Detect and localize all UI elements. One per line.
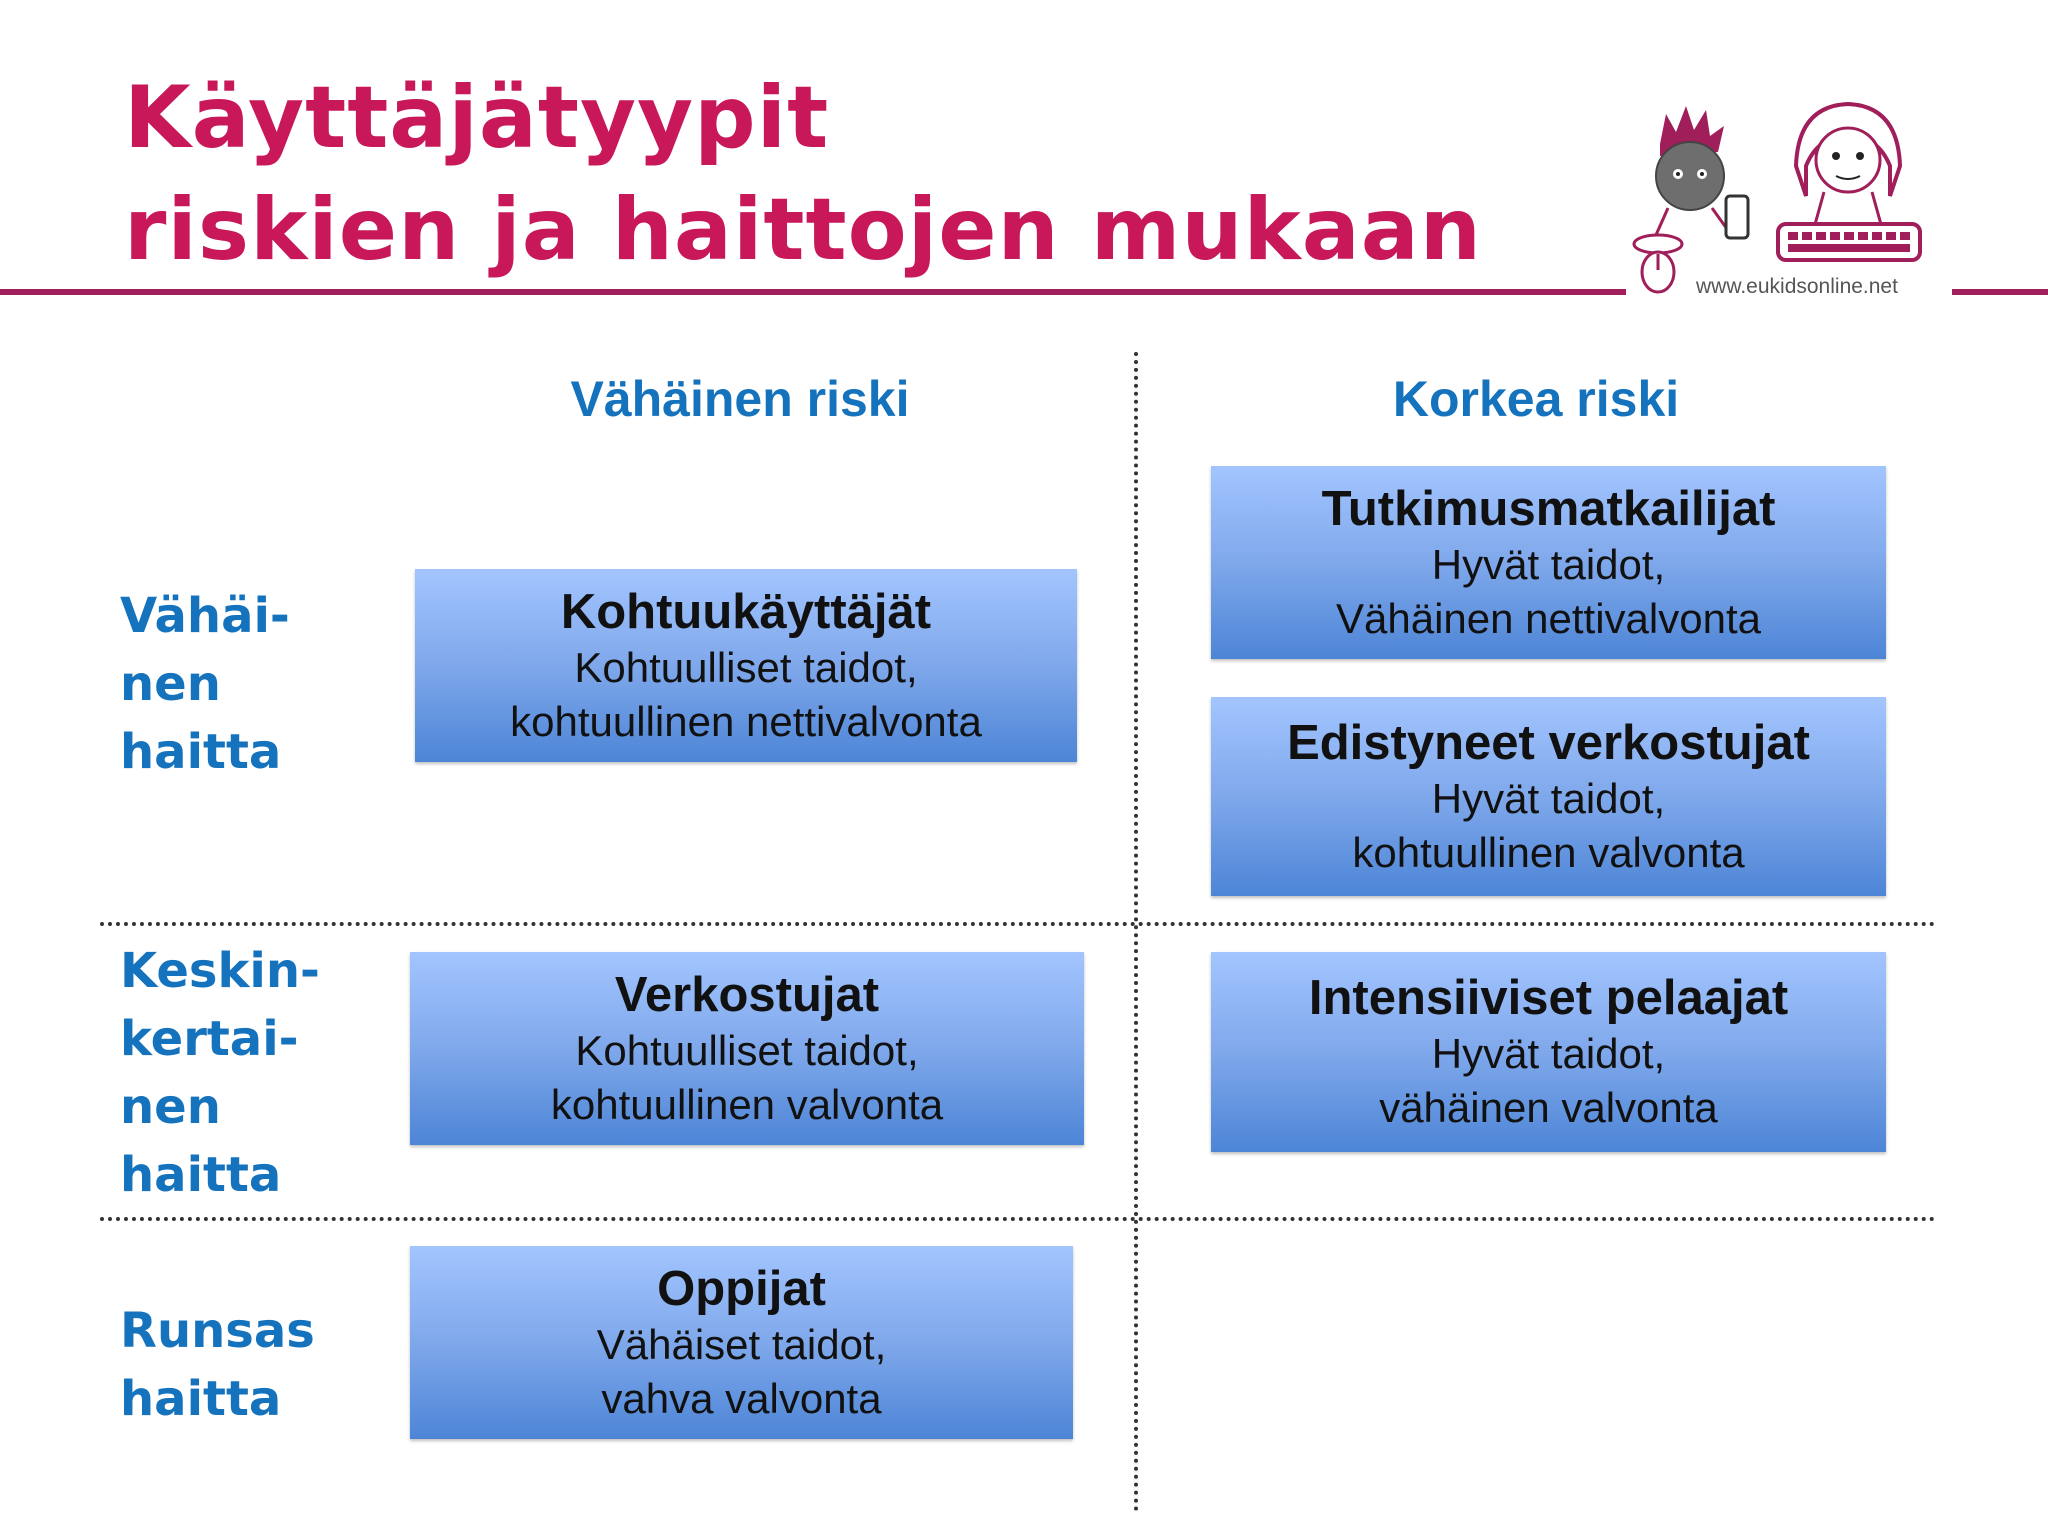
row-heading-low-harm: Vähäi- nen haitta [120, 588, 290, 780]
column-heading-low-risk: Vähäinen riski [570, 371, 910, 427]
user-type-box-edistyneet-verkostujat [1211, 697, 1886, 896]
title-line-2: riskien ja haittojen mukaan [124, 180, 1483, 280]
box-title: Oppijat [657, 1261, 826, 1316]
box-title: Verkostujat [614, 967, 880, 1022]
user-type-box-oppijat [410, 1246, 1073, 1439]
header-rule-left [0, 289, 1626, 295]
girl-icon [1778, 104, 1920, 260]
column-heading-high-risk: Korkea riski [1392, 371, 1680, 427]
logo-url: www.eukidsonline.net [1696, 275, 1898, 298]
box-title: Tutkimusmatkailijat [1321, 481, 1776, 536]
box-line: Hyvät taidot, [1431, 1030, 1666, 1077]
box-line: Kohtuulliset taidot, [574, 643, 918, 691]
box-line: vähäinen valvonta [1379, 1084, 1718, 1131]
box-title: Intensiiviset pelaajat [1308, 971, 1789, 1025]
title-line-1: Käyttäjätyypit [124, 68, 830, 168]
box-title: Kohtuukäyttäjät [560, 584, 932, 639]
user-type-box-intensiiviset-pelaajat [1211, 952, 1886, 1152]
box-line: Hyvät taidot, [1431, 540, 1666, 588]
box-line: kohtuullinen valvonta [550, 1080, 944, 1128]
box-line: vahva valvonta [601, 1374, 882, 1422]
box-title: Edistyneet verkostujat [1287, 715, 1810, 770]
box-line: kohtuullinen nettivalvonta [510, 697, 982, 745]
user-type-box-kohtuukayttajat [415, 569, 1077, 762]
box-line: Hyvät taidot, [1431, 774, 1666, 822]
box-line: Vähäiset taidot, [596, 1320, 887, 1368]
column-divider [1134, 352, 1138, 1512]
box-line: kohtuullinen valvonta [1352, 828, 1745, 876]
row-heading-medium-harm: Keskin- kertai- nen haitta [120, 943, 320, 1203]
boy-icon [1634, 106, 1748, 292]
user-type-box-verkostujat [410, 952, 1084, 1145]
box-line: Vähäinen nettivalvonta [1336, 594, 1761, 642]
page-title [124, 62, 1482, 286]
box-line: Kohtuulliset taidot, [575, 1026, 919, 1074]
header-rule-right [1952, 289, 2048, 295]
row-divider-2 [100, 1217, 1936, 1221]
user-type-box-tutkimusmatkailijat [1211, 466, 1886, 659]
row-divider-1 [100, 922, 1936, 926]
row-heading-high-harm: Runsas haitta [120, 1303, 315, 1427]
